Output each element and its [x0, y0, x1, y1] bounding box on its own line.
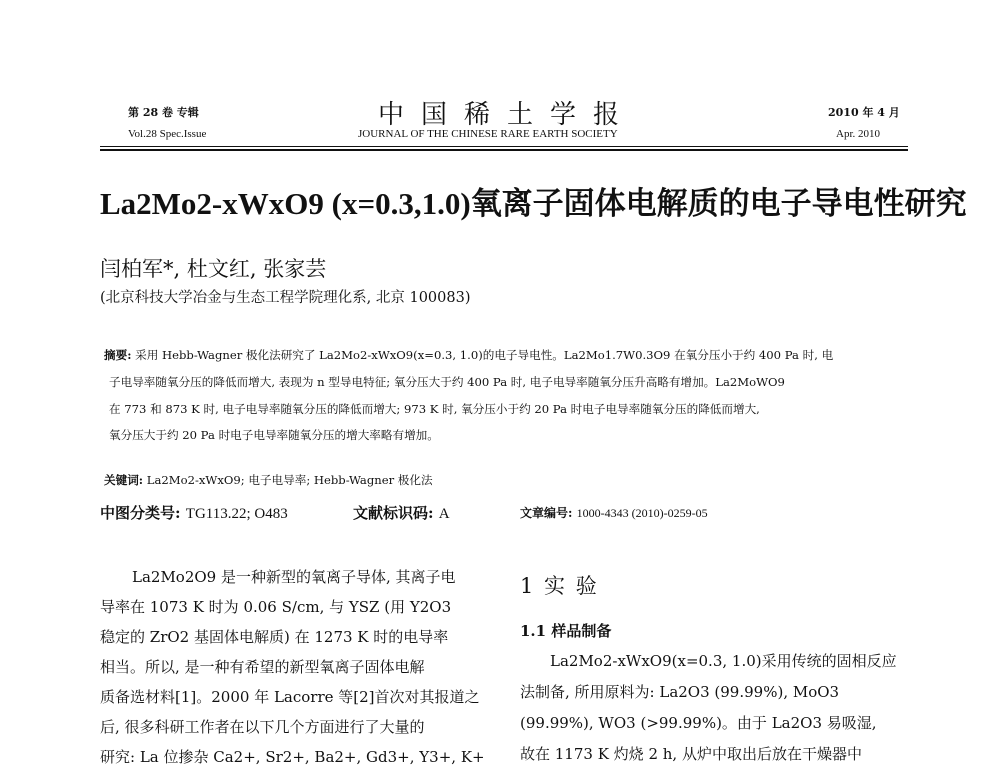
- body-line: 稳定的 ZrO2 基固体电解质) 在 1273 K 时的电导率: [100, 628, 449, 646]
- article-number: 文章编号: 1000-4343 (2010)-0259-05: [520, 506, 708, 520]
- body-left-column: [100, 562, 485, 772]
- title-formula: La2Mo2-xWxO9 (x=0.3,1.0): [100, 186, 471, 221]
- header-rule-thin: [100, 146, 908, 147]
- body-line: La2Mo2-xWxO9(x=0.3, 1.0)采用传统的固相反应: [550, 652, 897, 670]
- body-line: La2Mo2O9 是一种新型的氧离子导体, 其离子电: [132, 568, 456, 586]
- authors: 闫柏军*, 杜文红, 张家芸: [100, 257, 327, 281]
- classification-number: 中图分类号: TG113.22; O483: [100, 504, 288, 522]
- keywords: [104, 472, 433, 488]
- title-text: 氧离子固体电解质的电子导电性研究: [470, 186, 967, 221]
- abstract-line: 子电导率随氧分压的降低而增大, 表现为 n 型导电特征; 氧分压大于约 400 Pa 时, 电子电导率随氧分压升高略有增加。La2MoWO9: [109, 374, 785, 389]
- issue-date: 2010 年 4 月: [828, 106, 900, 119]
- issue-date-en: Apr. 2010: [836, 128, 880, 140]
- body-line: 法制备, 所用原料为: La2O3 (99.99%), MoO3: [520, 683, 840, 701]
- keywords-text: La2Mo2-xWxO9; 电子电导率; Hebb-Wagner 极化法: [146, 473, 433, 487]
- abstract-line: 在 773 和 873 K 时, 电子电导率随氧分压的降低而增大; 973 K 时, 氧分压小于约 20 Pa 时电子电导率随氧分压的降低而增大,: [109, 401, 760, 416]
- body-line: 相当。所以, 是一种有希望的新型氧离子固体电解: [100, 658, 425, 676]
- body-line: 故在 1173 K 灼烧 2 h, 从炉中取出后放在干燥器中: [520, 745, 862, 763]
- affiliation: (北京科技大学冶金与生态工程学院理化系, 北京 100083): [100, 290, 471, 306]
- body-line: 研究: La 位掺杂 Ca2+, Sr2+, Ba2+, Gd3+, Y3+, K+: [100, 748, 485, 766]
- body-line: 导率在 1073 K 时为 0.06 S/cm, 与 YSZ (用 Y2O3: [100, 598, 452, 616]
- volume-info-en: Vol.28 Spec.Issue: [128, 128, 207, 140]
- paper-title: [100, 178, 967, 223]
- subsection-heading: 1.1 样品制备: [520, 622, 612, 640]
- classification-value: TG113.22; O483: [185, 506, 288, 522]
- abstract-line: 摘要: 采用 Hebb-Wagner 极化法研究了 La2Mo2-xWxO9(x=0.3, 1.0)的电子导电性。La2Mo1.7W0.3O9 在氧分压小于约 400 Pa 时, 电: [104, 348, 834, 362]
- journal-title-cn: 中国稀土学报: [378, 100, 637, 130]
- document-identifier-value: A: [438, 506, 450, 522]
- keywords-label: 关键词:: [104, 473, 144, 487]
- body-line: 质备选材料[1]。2000 年 Lacorre 等[2]首次对其报道之: [100, 688, 480, 706]
- section-heading: 1 实 验: [520, 574, 599, 598]
- abstract-line: 氧分压大于约 20 Pa 时电子电导率随氧分压的增大率略有增加。: [109, 428, 439, 443]
- article-number-value: 1000-4343 (2010)-0259-05: [576, 506, 708, 520]
- document-identifier: 文献标识码: A: [353, 504, 450, 522]
- volume-info: 第 28 卷 专辑: [128, 106, 199, 119]
- header-rule-thick: [100, 149, 908, 151]
- body-right-column: [520, 646, 915, 770]
- abstract: [104, 342, 910, 449]
- abstract-label: 摘要:: [104, 348, 132, 362]
- journal-title-en: JOURNAL OF THE CHINESE RARE EARTH SOCIETY: [358, 128, 618, 140]
- body-line: 后, 很多科研工作者在以下几个方面进行了大量的: [100, 718, 425, 736]
- body-line: (99.99%), WO3 (>99.99%)。由于 La2O3 易吸湿,: [520, 714, 877, 732]
